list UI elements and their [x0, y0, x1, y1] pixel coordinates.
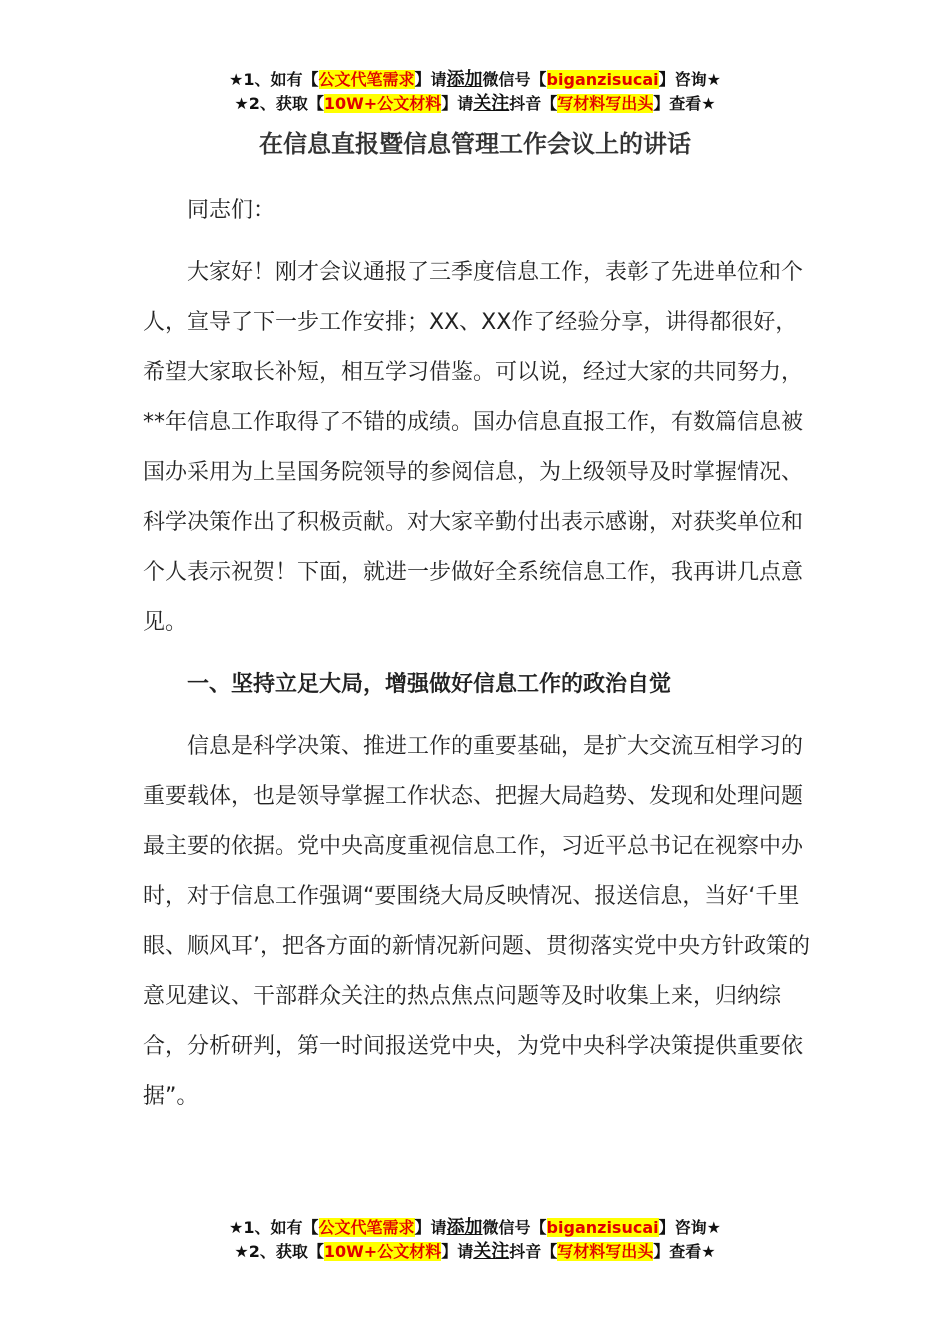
- banner-text: 】请: [441, 94, 474, 113]
- banner-emphasis: 关注: [473, 93, 510, 114]
- banner-highlight: biganzisucai: [546, 1218, 659, 1237]
- banner-highlight: 写材料写出头: [557, 1242, 654, 1261]
- banner-line-1: [0, 1216, 950, 1240]
- banner-text: 】查看★: [653, 94, 716, 113]
- banner-highlight: 写材料写出头: [557, 94, 654, 113]
- banner-highlight: 10W+公文材料: [323, 94, 442, 113]
- banner-text: ★2、获取【: [234, 94, 324, 113]
- banner-text: 抖音【: [509, 94, 558, 113]
- document-body: [143, 186, 811, 1122]
- document-title: 在信息直报暨信息管理工作会议上的讲话: [259, 130, 691, 158]
- banner-highlight: biganzisucai: [546, 70, 659, 89]
- banner-line-2: [0, 1240, 950, 1264]
- banner-highlight: 10W+公文材料: [323, 1242, 442, 1261]
- banner-emphasis: 关注: [473, 1241, 510, 1262]
- banner-highlight: 公文代笔需求: [318, 70, 415, 89]
- salutation: 同志们：: [187, 198, 276, 223]
- banner-text: 】咨询★: [658, 1218, 721, 1237]
- header-banner: [0, 68, 950, 116]
- banner-text: ★2、获取【: [234, 1242, 324, 1261]
- banner-text: ★1、如有【: [229, 1218, 319, 1237]
- banner-text: 】请: [441, 1242, 474, 1261]
- banner-emphasis: 添加: [446, 1217, 483, 1238]
- banner-text: 】查看★: [653, 1242, 716, 1261]
- banner-text: ★1、如有【: [229, 70, 319, 89]
- banner-text: 】请: [414, 70, 447, 89]
- section-heading-1: 一、坚持立足大局，增强做好信息工作的政治自觉: [187, 672, 672, 697]
- banner-text: 】请: [414, 1218, 447, 1237]
- banner-line-1: [0, 68, 950, 92]
- paragraph-2: 信息是科学决策、推进工作的重要基础，是扩大交流互相学习的重要载体，也是领导掌握工作状态、把握大局趋势、发现和处理问题最主要的依据。党中央高度重视信息工作，习近平总书记在视察中办时，对于信息工作强调“要围绕大局反映情况、报送信息，当好‘千里眼、顺风耳’，把各方面的新情况新问题、贯彻落实党中央方针政策的意见建议、干部群众关注的热点焦点问题等及时收集上来，归纳综合，分析研判，第一时间报送党中央，为党中央科学决策提供重要依据”。: [143, 734, 810, 1109]
- banner-text: 微信号【: [482, 1218, 547, 1237]
- banner-emphasis: 添加: [446, 69, 483, 90]
- banner-highlight: 公文代笔需求: [318, 1218, 415, 1237]
- banner-line-2: [0, 92, 950, 116]
- paragraph-1: 大家好！刚才会议通报了三季度信息工作，表彰了先进单位和个人，宣导了下一步工作安排；XX、XX作了经验分享，讲得都很好，希望大家取长补短，相互学习借鉴。可以说，经过大家的共同努力，**年信息工作取得了不错的成绩。国办信息直报工作，有数篇信息被国办采用为上呈国务院领导的参阅信息，为上级领导及时掌握情况、科学决策作出了积极贡献。对大家辛勤付出表示感谢，对获奖单位和个人表示祝贺！下面，就进一步做好全系统信息工作，我再讲几点意见。: [143, 260, 804, 635]
- banner-text: 抖音【: [509, 1242, 558, 1261]
- banner-text: 】咨询★: [658, 70, 721, 89]
- footer-banner: [0, 1216, 950, 1264]
- banner-text: 微信号【: [482, 70, 547, 89]
